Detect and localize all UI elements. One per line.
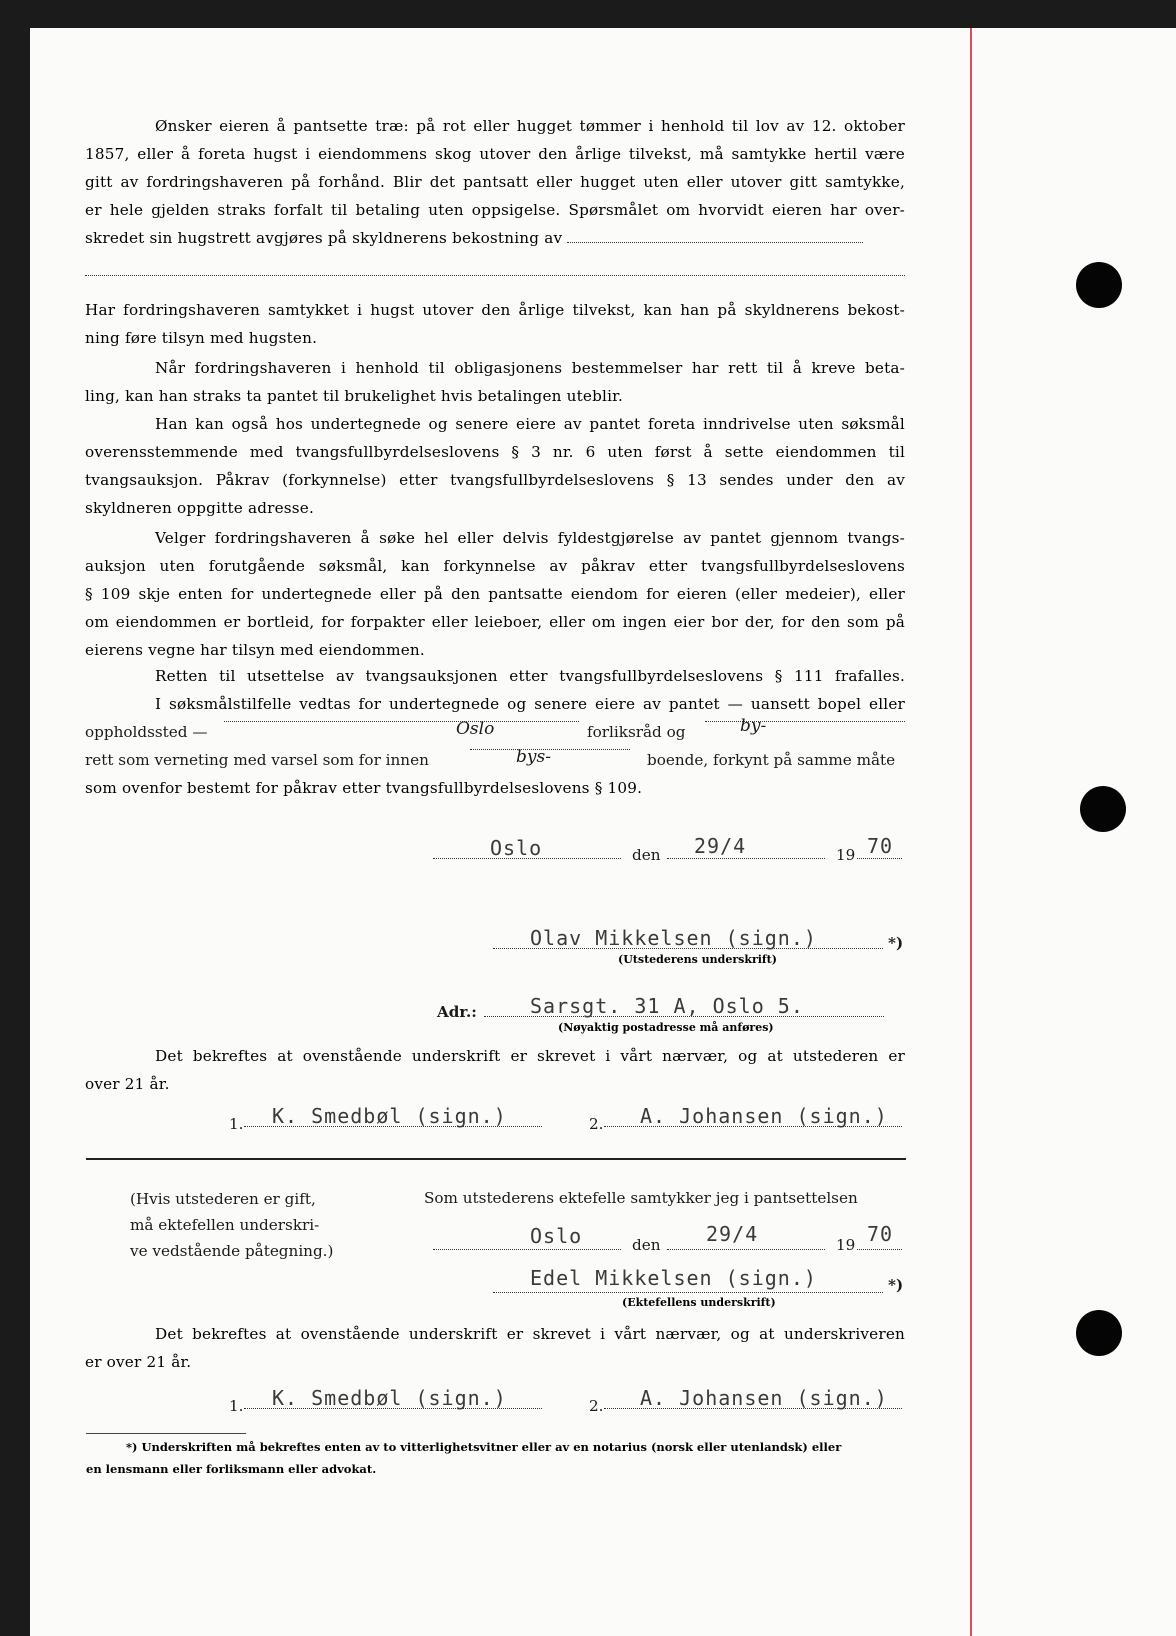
punch-hole xyxy=(1080,786,1126,832)
text-line: Velger fordringshaveren å søke hel eller delvis fyldestgjørelse av pantet gjennom tvangs- xyxy=(155,529,905,547)
text-line: I søksmålstilfelle vedtas for undertegnede og senere eiere av pantet — uansett bopel eller xyxy=(155,695,905,713)
punch-hole xyxy=(1076,262,1122,308)
witness-statement xyxy=(85,1042,905,1098)
paragraph-utsettelse xyxy=(85,662,905,690)
text-line: Han kan også hos undertegnede og senere eiere av pantet foreta inndrivelse uten søksmål xyxy=(155,415,905,433)
year-field xyxy=(857,1249,902,1250)
den-label: den xyxy=(632,846,661,864)
text-line: over 21 år. xyxy=(85,1075,170,1093)
paragraph-verneting xyxy=(85,690,905,802)
place-field xyxy=(433,1249,621,1250)
year-value: 70 xyxy=(867,1222,894,1246)
handwritten-bys: bys- xyxy=(516,747,551,767)
witness-number: 1. xyxy=(229,1397,244,1415)
address-value: Sarsgt. 31 A, Oslo 5. xyxy=(530,994,804,1018)
date-field xyxy=(667,1249,825,1250)
text-line: Retten til utsettelse av tvangsauksjonen etter tvangsfullbyrdelseslovens § 111 frafalles. xyxy=(155,667,905,685)
text-line: må ektefellen underskri- xyxy=(130,1216,320,1234)
section-divider xyxy=(86,1158,906,1160)
text-segment: forliksråd og xyxy=(587,723,686,741)
place-value: Oslo xyxy=(490,836,543,860)
address-caption: (Nøyaktig postadresse må anføres) xyxy=(558,1021,774,1034)
text-line: er hele gjelden straks forfalt til betaling uten oppsigelse. Spørsmålet om hvorvidt eieren har over- xyxy=(85,201,905,219)
text-line: ning føre tilsyn med hugsten. xyxy=(85,329,318,347)
text-line: auksjon uten forutgående søksmål, kan forkynnelse av påkrav etter tvangsfullbyrdelseslovens xyxy=(85,557,905,575)
text-segment: skredet sin hugstrett avgjøres på skyldnerens bekostning av xyxy=(85,229,563,247)
issuer-signature: Olav Mikkelsen (sign.) xyxy=(530,926,817,950)
punch-hole xyxy=(1076,1310,1122,1356)
footnote-line: *) Underskriften må bekreftes enten av to vitterlighetsvitner eller av en notarius (norsk eller utenlandsk) eller xyxy=(126,1440,842,1454)
year-field xyxy=(857,858,902,859)
witness-signature: K. Smedbøl (sign.) xyxy=(272,1104,507,1128)
witness-number: 1. xyxy=(229,1115,244,1133)
text-line: som ovenfor bestemt for påkrav etter tvangsfullbyrdelseslovens § 109. xyxy=(85,779,643,797)
text-segment: boende, forkynt på samme måte xyxy=(647,751,896,769)
spouse-instruction xyxy=(130,1186,333,1264)
text-line: skyldneren oppgitte adresse. xyxy=(85,499,315,517)
paragraph-samtykke xyxy=(85,296,905,352)
document-page xyxy=(30,28,1176,1636)
year-prefix: 19 xyxy=(836,1236,856,1254)
witness-signature: A. Johansen (sign.) xyxy=(640,1104,888,1128)
text-line xyxy=(85,224,905,252)
text-line: Når fordringshaveren i henhold til obligasjonens bestemmelser har rett til å kreve beta- xyxy=(155,359,905,377)
text-line: eierens vegne har tilsyn med eiendommen. xyxy=(85,641,425,659)
footnote-divider xyxy=(86,1433,246,1434)
paragraph-inndrivelse xyxy=(85,410,905,522)
text-line: ve vedstående påtegning.) xyxy=(130,1242,334,1260)
blank-field xyxy=(705,721,905,722)
spouse-consent: Som utstederens ektefelle samtykker jeg i pantsettelsen xyxy=(424,1189,858,1207)
text-line: om eiendommen er bortleid, for forpakter eller leieboer, eller om ingen eier bor der, for den som på xyxy=(85,613,905,631)
text-line: overensstemmende med tvangsfullbyrdelseslovens § 3 nr. 6 uten først å sette eiendommen til xyxy=(85,443,905,461)
paragraph-hugst xyxy=(85,112,905,252)
handwritten-forliksrad: Oslo xyxy=(456,719,495,739)
text-line: Det bekreftes at ovenstående underskrift er skrevet i vårt nærvær, og at underskriveren xyxy=(155,1325,905,1343)
footnote-line: en lensmann eller forliksmann eller advokat. xyxy=(86,1462,377,1476)
year-prefix: 19 xyxy=(836,846,856,864)
text-line: Det bekreftes at ovenstående underskrift er skrevet i vårt nærvær, og at utstederen er xyxy=(155,1047,905,1065)
margin-line xyxy=(970,28,972,1636)
text-line: Ønsker eieren å pantsette træ: på rot eller hugget tømmer i henhold til lov av 12. oktober xyxy=(155,117,905,135)
date-field xyxy=(667,858,825,859)
blank-field xyxy=(567,226,863,243)
witness-statement xyxy=(85,1320,905,1376)
blank-field xyxy=(224,721,579,722)
date-value: 29/4 xyxy=(706,1222,759,1246)
footnote-marker: *) xyxy=(888,1276,904,1294)
handwritten-by: by- xyxy=(740,716,767,736)
year-value: 70 xyxy=(867,834,894,858)
text-line: ling, kan han straks ta pantet til brukelighet hvis betalingen uteblir. xyxy=(85,387,623,405)
signature-caption: (Utstederens underskrift) xyxy=(618,953,777,966)
text-line: Har fordringshaveren samtykket i hugst utover den årlige tilvekst, kan han på skyldnerens bekost- xyxy=(85,301,905,319)
witness-signature: A. Johansen (sign.) xyxy=(640,1386,888,1410)
text-segment: oppholdssted — xyxy=(85,723,208,741)
footnote-marker: *) xyxy=(888,934,904,952)
date-value: 29/4 xyxy=(694,834,747,858)
text-line: 1857, eller å foreta hugst i eiendommens skog utover den årlige tilvekst, må samtykke hertil være xyxy=(85,145,905,163)
den-label: den xyxy=(632,1236,661,1254)
place-value: Oslo xyxy=(530,1224,583,1248)
signature-field xyxy=(493,1292,883,1293)
text-line xyxy=(85,718,905,746)
witness-number: 2. xyxy=(589,1115,604,1133)
spouse-signature: Edel Mikkelsen (sign.) xyxy=(530,1266,817,1290)
signature-caption: (Ektefellens underskrift) xyxy=(622,1296,776,1309)
footnote xyxy=(86,1436,906,1480)
paragraph-brukelighet xyxy=(85,354,905,410)
text-line: (Hvis utstederen er gift, xyxy=(130,1190,316,1208)
text-segment: rett som verneting med varsel som for innen xyxy=(85,751,429,769)
witness-number: 2. xyxy=(589,1397,604,1415)
text-line: § 109 skje enten for undertegnede eller på den pantsatte eiendom for eieren (eller medeier), eller xyxy=(85,585,905,603)
blank-field xyxy=(85,275,905,276)
text-line: gitt av fordringshaveren på forhånd. Blir det pantsatt eller hugget uten eller utover gitt samtykke, xyxy=(85,173,905,191)
witness-signature: K. Smedbøl (sign.) xyxy=(272,1386,507,1410)
text-line: er over 21 år. xyxy=(85,1353,192,1371)
address-label: Adr.: xyxy=(437,1003,477,1021)
paragraph-tvangsauksjon xyxy=(85,524,905,664)
text-line: tvangsauksjon. Påkrav (forkynnelse) etter tvangsfullbyrdelseslovens § 13 sendes under den av xyxy=(85,471,905,489)
